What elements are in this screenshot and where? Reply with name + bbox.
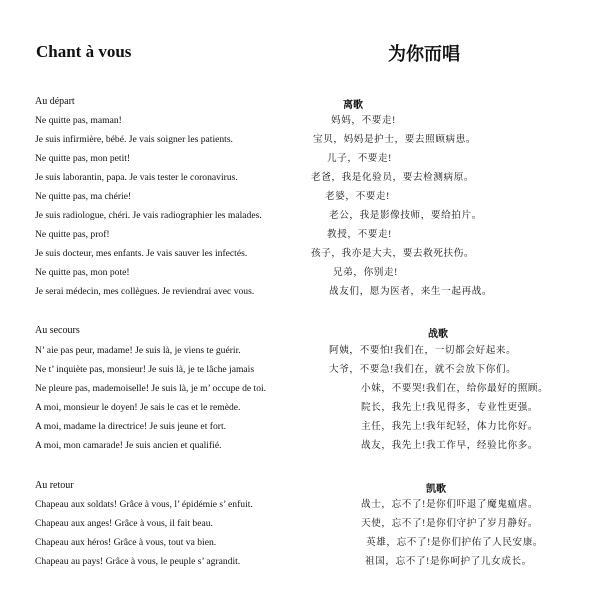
verse-line-french: Ne pleure pas, mademoiselle! Je suis là, je m’ occupe de toi. [35, 383, 267, 394]
verse-line-chinese: 老爸，我是化验员，要去检测病原。 [311, 172, 475, 183]
verse-line-chinese: 英雄，忘不了!是你们护佑了人民安康。 [366, 537, 544, 548]
verse-line-chinese: 兄弟，你别走! [333, 267, 398, 278]
verse-line-french: Chapeau aux anges! Grâce à vous, il fait beau. [35, 518, 213, 529]
verse-line-french: Je suis infirmière, bébé. Je vais soigner les patients. [35, 134, 233, 145]
section-heading-chinese: 凯歌 [426, 484, 446, 495]
verse-line-french: A moi, madame la directrice! Je suis jeune et fort. [35, 421, 227, 432]
verse-line-french: A moi, mon camarade! Je suis ancien et qualifié. [35, 440, 222, 451]
verse-line-chinese: 儿子，不要走! [327, 153, 392, 164]
verse-line-french: Ne quitte pas, maman! [35, 115, 122, 126]
verse-line-french: Je suis laborantin, papa. Je vais tester le coronavirus. [35, 172, 238, 183]
verse-line-chinese: 宝贝，妈妈是护士，要去照顾病患。 [313, 134, 477, 145]
verse-line-chinese: 妈妈，不要走! [331, 115, 396, 126]
verse-line-french: Ne quitte pas, mon pote! [35, 267, 130, 278]
verse-line-chinese: 教授，不要走! [327, 229, 392, 240]
section-heading-chinese: 离歌 [343, 100, 363, 111]
section-heading-chinese: 战歌 [428, 329, 448, 340]
verse-line-french: Ne quitte pas, mon petit! [35, 153, 131, 164]
verse-line-chinese: 天使，忘不了!是你们守护了岁月静好。 [361, 518, 539, 529]
verse-line-chinese: 老公，我是影像技师，要给拍片。 [329, 210, 482, 221]
title-chinese: 为你而唱 [388, 44, 460, 64]
verse-line-chinese: 大爷，不要急!我们在，就不会放下你们。 [329, 364, 517, 375]
verse-line-french: Ne t’ inquiète pas, monsieur! Je suis là, je te lâche jamais [35, 364, 255, 375]
verse-line-french: Je suis radiologue, chéri. Je vais radiographier les malades. [35, 210, 262, 221]
verse-line-chinese: 老婆，不要走! [325, 191, 390, 202]
section-heading-french: Au départ [35, 96, 75, 107]
verse-line-french: Chapeau aux soldats! Grâce à vous, l’ épidémie s’ enfuit. [35, 499, 253, 510]
verse-line-chinese: 小妹，不要哭!我们在，给你最好的照顾。 [361, 383, 549, 394]
verse-line-french: N’ aie pas peur, madame! Je suis là, je viens te guérir. [35, 345, 241, 356]
section-heading-french: Au secours [35, 325, 80, 336]
title-french: Chant à vous [36, 42, 132, 61]
verse-line-french: Chapeau aux héros! Grâce à vous, tout va bien. [35, 537, 217, 548]
verse-line-chinese: 主任，我先上!我年纪轻，体力比你好。 [361, 421, 539, 432]
verse-line-chinese: 孩子，我亦是大夫，要去救死扶伤。 [311, 248, 475, 259]
verse-line-french: Je suis docteur, mes enfants. Je vais sauver les infectés. [35, 248, 248, 259]
verse-line-chinese: 战友们，愿为医者，来生一起再战。 [329, 286, 493, 297]
verse-line-chinese: 战友，我先上!我工作早，经验比你多。 [361, 440, 539, 451]
section-heading-french: Au retour [35, 480, 74, 491]
verse-line-chinese: 阿姨，不要怕!我们在，一切都会好起来。 [329, 345, 517, 356]
verse-line-chinese: 战士，忘不了!是你们吓退了魔鬼瘟虐。 [361, 499, 539, 510]
verse-line-french: Ne quitte pas, ma chérie! [35, 191, 132, 202]
verse-line-french: Chapeau au pays! Grâce à vous, le peuple s’ agrandit. [35, 556, 241, 567]
verse-line-chinese: 祖国，忘不了!是你呵护了儿女成长。 [365, 556, 532, 567]
verse-line-chinese: 院长，我先上!我见得多，专业性更强。 [361, 402, 539, 413]
verse-line-french: Je serai médecin, mes collègues. Je reviendrai avec vous. [35, 286, 255, 297]
verse-line-french: A moi, monsieur le doyen! Je sais le cas et le remède. [35, 402, 241, 413]
verse-line-french: Ne quitte pas, prof! [35, 229, 110, 240]
